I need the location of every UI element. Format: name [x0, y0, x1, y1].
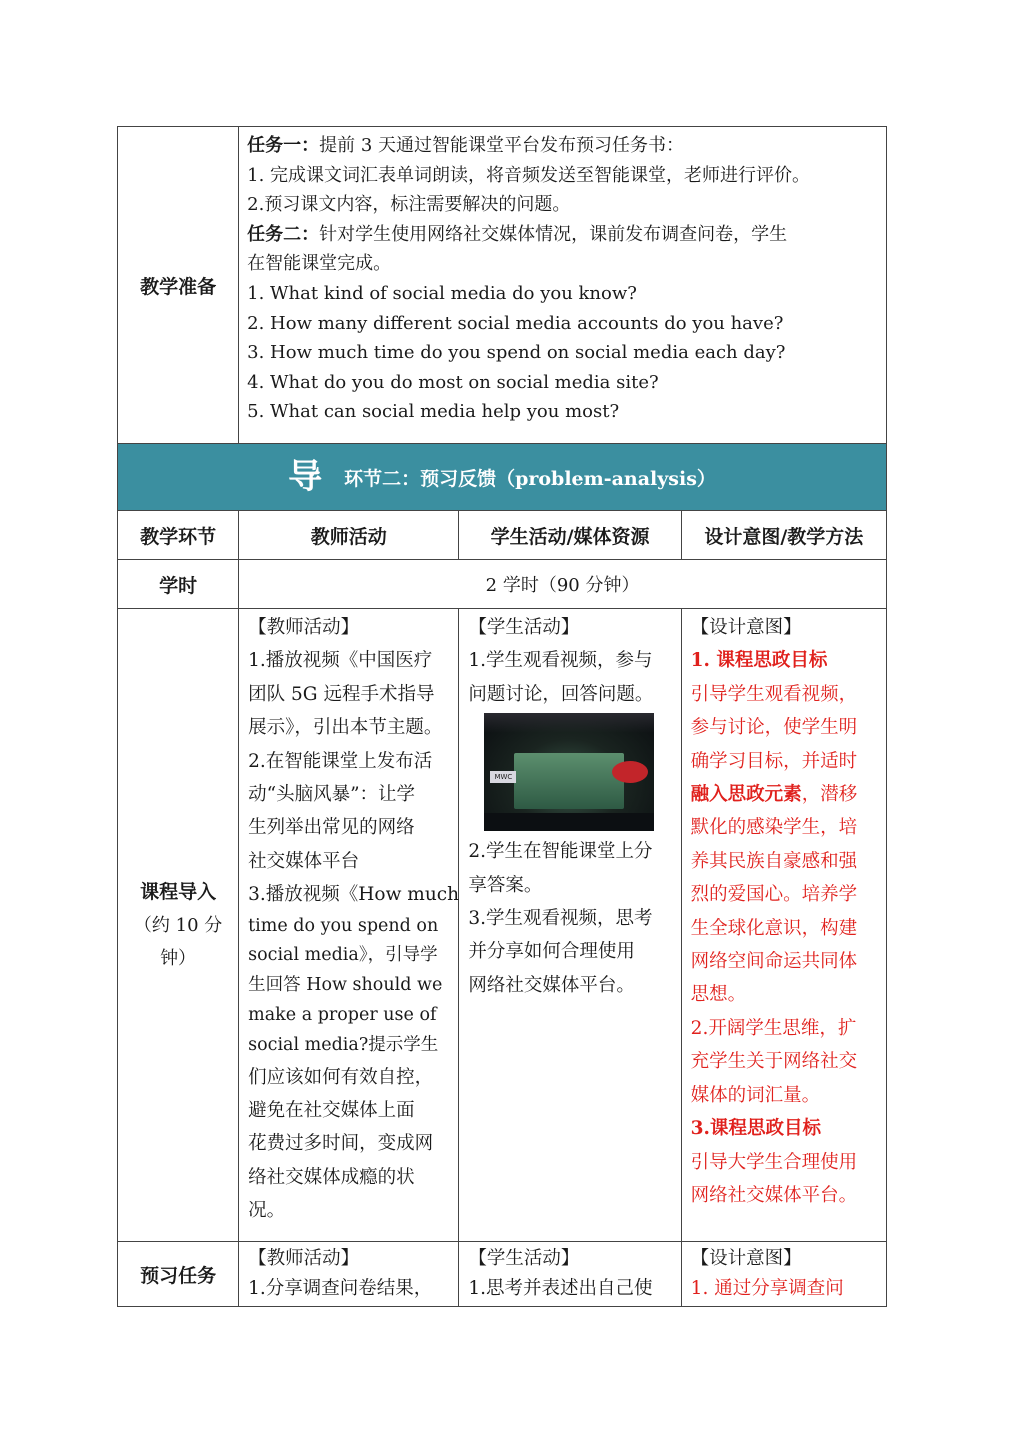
header-col2: 教师活动	[239, 511, 459, 560]
banner-title: 环节二：预习反馈（problem-analysis）	[344, 467, 716, 490]
intro-teacher: 【教师活动】 1.播放视频《中国医疗 团队 5G 远程手术指导 展示》，引出本节主题。 2.在智能课堂上发布活 动“头脑风暴”：让学 生列举出常见的网络 社交媒体平台 3.播放视频《How much time do you spend on social media》，引导学 生回答 How should we make a proper use of social media?提示学生 们应该如何有效自控， 避免在社交媒体上面 花费过多时间，变成网 络社交媒体成瘾的状 况。	[239, 609, 459, 1242]
hours-row	[118, 560, 887, 609]
logo-graphic	[612, 761, 648, 783]
prep-line: 1. 完成课文词汇表单词朗读，将音频发送至智能课堂，老师进行评价。	[247, 164, 811, 186]
survey-question: 1. What kind of social media do you know?	[247, 282, 637, 304]
preview-teacher: 【教师活动】 1.分享调查问卷结果，	[239, 1242, 459, 1307]
hours-value: 2 学时（90 分钟）	[239, 560, 887, 609]
preview-student: 【学生活动】 1.思考并表述出自己使	[459, 1242, 681, 1307]
survey-question: 5. What can social media help you most?	[247, 401, 620, 423]
prep-line: 在智能课堂完成。	[247, 253, 392, 275]
intro-student: 【学生活动】 1.学生观看视频，参与 问题讨论，回答问题。 MWC 2.学生在智能课堂上分 享答案。 3.学生观看视频，思考 并分享如何合理使用 网络社交媒体平台。	[459, 609, 681, 1242]
prep-line: 2.预习课文内容，标注需要解决的问题。	[247, 194, 571, 216]
prep-row	[118, 127, 887, 444]
header-col4: 设计意图/教学方法	[681, 511, 886, 560]
survey-question: 4. What do you do most on social media site?	[247, 371, 659, 393]
hours-label: 学时	[118, 560, 239, 609]
survey-question: 2. How many different social media accounts do you have?	[247, 312, 784, 334]
prep-line: 任务二：针对学生使用网络社交媒体情况，课前发布调查问卷，学生	[247, 223, 788, 245]
column-header-row	[118, 511, 887, 560]
prep-line: 任务一：提前 3 天通过智能课堂平台发布预习任务书：	[247, 135, 685, 156]
banner-char: 导	[288, 456, 323, 497]
preview-label: 预习任务	[118, 1242, 239, 1307]
mwc-logo: MWC	[490, 771, 516, 783]
preview-design: 【设计意图】 1. 通过分享调查问	[681, 1242, 886, 1307]
header-col3: 学生活动/媒体资源	[459, 511, 681, 560]
section-banner	[118, 444, 887, 511]
lesson-plan-table	[117, 126, 887, 1307]
intro-design: 【设计意图】 1. 课程思政目标 引导学生观看视频， 参与讨论，使学生明 确学习目标，并适时 融入思政元素，潜移 默化的感染学生，培 养其民族自豪感和强 烈的爱国心。培养学 生全球化意识，构建 网络空间命运共同体 思想。 2.开阔学生思维，扩 充学生关于网络社交 媒体的词汇量。 3.课程思政目标 引导大学生合理使用 网络社交媒体平台。	[681, 609, 886, 1242]
intro-row	[118, 609, 887, 1242]
prep-label: 教学准备	[118, 127, 239, 444]
intro-label: 课程导入 （约 10 分 钟）	[118, 609, 239, 1242]
prep-content	[239, 127, 887, 444]
header-col1: 教学环节	[118, 511, 239, 560]
video-still-image	[484, 713, 654, 831]
preview-row	[118, 1242, 887, 1307]
survey-question: 3. How much time do you spend on social media each day?	[247, 342, 786, 364]
